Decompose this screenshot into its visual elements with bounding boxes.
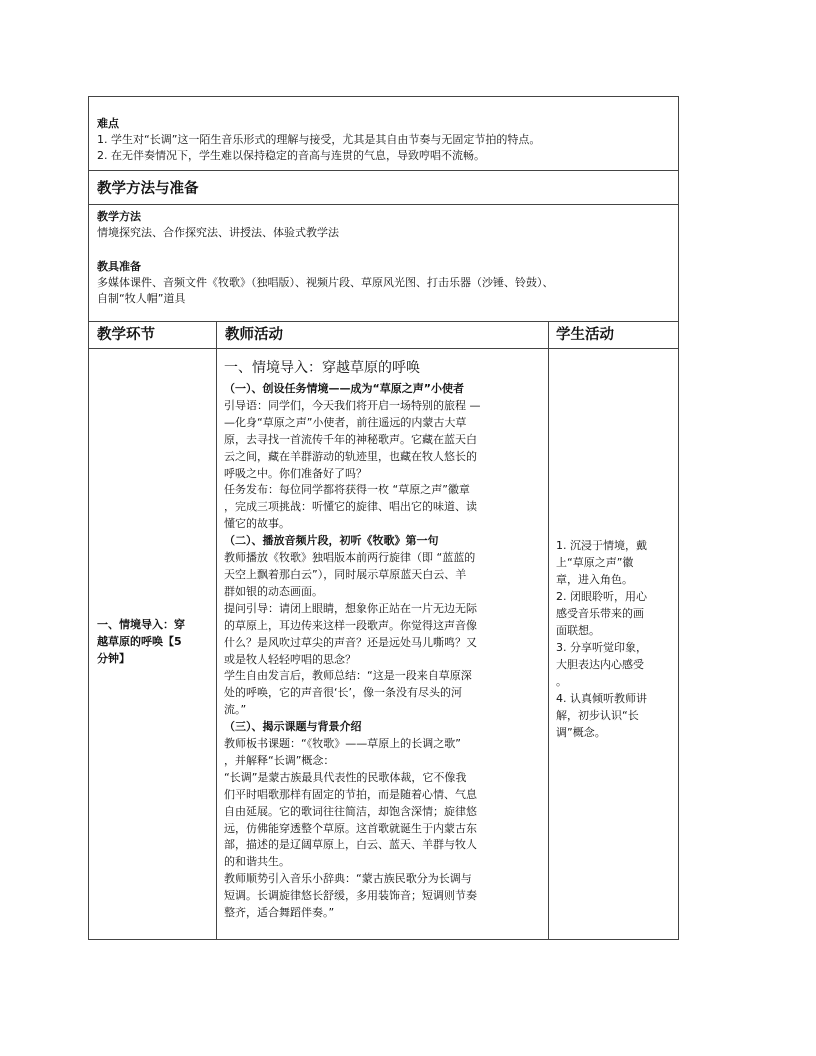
teacher-text-line: 教师顺势引入音乐小辞典：“蒙古族民歌分为长调与 — [224, 872, 472, 886]
student-text-line: 解，初步认识“长 — [556, 709, 639, 722]
difficulty-row — [89, 97, 678, 171]
teacher-text-line: 群如银的动态画面。 — [224, 584, 323, 598]
methods-label: 教学方法 — [97, 210, 141, 223]
student-cell — [548, 349, 680, 939]
teacher-subheading: （一）、创设任务情境——成为“草原之声”小使者 — [224, 382, 464, 395]
teacher-text-line: 天空上飘着那白云”），同时展示草原蓝天白云、羊 — [224, 567, 467, 581]
teacher-text-line: 的和谐共生。 — [224, 855, 290, 869]
table-body-row — [89, 349, 678, 939]
teacher-text-line: 们平时唱歌那样有固定的节拍，而是随着心情、气息 — [224, 787, 477, 801]
col-header-stage: 教学环节 — [97, 327, 155, 343]
teacher-text-line: 短调。长调旋律悠长舒缓，多用装饰音；短调则节奏 — [224, 889, 477, 903]
col-header-teacher: 教师活动 — [225, 327, 283, 343]
methods-section-header — [89, 171, 678, 205]
student-text-line: 上“草原之声”徽 — [556, 556, 634, 569]
teacher-text-line: 懂它的故事。 — [224, 517, 290, 531]
teacher-text-line: 学生自由发言后，教师总结：“这是一段来自草原深 — [224, 669, 472, 683]
student-activity-text — [556, 537, 647, 741]
teacher-subheading: （二）、播放音频片段，初听《牧歌》第一句 — [224, 534, 439, 548]
difficulty-item-2: 2. 在无伴奏情况下，学生难以保持稳定的音高与连贯的气息，导致哼唱不流畅。 — [97, 149, 485, 162]
student-text-line: 4. 认真倾听教师讲 — [556, 692, 647, 705]
teacher-text-line: 引导语：同学们，今天我们将开启一场特别的旅程 — — [224, 398, 481, 412]
teacher-text-line: 的草原上，耳边传来这样一段歌声。你觉得这声音像 — [224, 618, 477, 632]
student-text-line: 大胆表达内心感受 — [556, 658, 644, 671]
stage-line-2: 越草原的呼唤【5 — [97, 635, 182, 648]
student-text-line: 1. 沉浸于情境，戴 — [556, 539, 647, 552]
teacher-activity-text — [224, 381, 481, 922]
student-text-line: 3. 分享听觉印象， — [556, 641, 647, 654]
teacher-subheading: （三）、揭示课题与背景介绍 — [224, 720, 362, 734]
teacher-text-line: 呼吸之中。你们准备好了吗？ — [224, 466, 367, 480]
teacher-text-line: ，完成三项挑战：听懂它的旋律、唱出它的味道、读 — [224, 500, 477, 514]
teacher-text-line: 任务发布：每位同学都将获得一枚 “草原之声”徽章 — [224, 483, 470, 497]
methods-section-title: 教学方法与准备 — [97, 181, 199, 197]
teacher-text-line: 整齐，适合舞蹈伴奏。” — [224, 906, 335, 920]
methods-row — [89, 205, 678, 322]
teacher-heading: 一、情境导入：穿越草原的呼唤 — [224, 360, 420, 376]
teacher-text-line: 提问引导：请闭上眼睛，想象你正站在一片无边无际 — [224, 601, 477, 615]
stage-cell — [89, 349, 216, 939]
stage-line-1: 一、情境导入：穿 — [97, 618, 185, 631]
student-text-line: 。 — [556, 675, 567, 688]
teacher-text-line: 远，仿佛能穿透整个草原。这首歌就诞生于内蒙古东 — [224, 821, 477, 835]
teacher-text-line: 教师板书课题：“《牧歌》——草原上的长调之歌” — [224, 737, 461, 751]
student-text-line: 章，进入角色。 — [556, 573, 633, 586]
difficulty-item-1: 1. 学生对“长调”这一陌生音乐形式的理解与接受，尤其是其自由节奏与无固定节拍的特点。 — [97, 133, 541, 146]
prep-line-1: 多媒体课件、音频文件《牧歌》（独唱版）、视频片段、草原风光图、打击乐器（沙锤、铃鼓）、 — [97, 276, 554, 289]
student-text-line: 调”概念。 — [556, 726, 606, 739]
prep-label: 教具准备 — [97, 260, 141, 273]
teacher-text-line: 什么？是风吹过草尖的声音？还是远处马儿嘶鸣？又 — [224, 635, 477, 649]
prep-line-2: 自制“牧人帽”道具 — [97, 292, 186, 305]
teacher-text-line: 教师播放《牧歌》独唱版本前两行旋律（即 “蓝蓝的 — [224, 551, 476, 565]
stage-line-3: 分钟】 — [97, 652, 130, 665]
teacher-text-line: ，并解释“长调”概念： — [224, 753, 335, 767]
student-text-line: 面联想。 — [556, 624, 600, 637]
table-header-row — [89, 322, 678, 349]
col-header-student: 学生活动 — [556, 327, 614, 343]
teacher-text-line: “长调”是蒙古族最具代表性的民歌体裁，它不像我 — [224, 770, 467, 784]
teacher-text-line: 原，去寻找一首流传千年的神秘歌声。它藏在蓝天白 — [224, 432, 477, 446]
teacher-text-line: 部，描述的是辽阔草原上，白云、蓝天、羊群与牧人 — [224, 838, 477, 852]
teacher-text-line: 云之间，藏在羊群游动的轨迹里，也藏在牧人悠长的 — [224, 449, 477, 463]
student-text-line: 2. 闭眼聆听，用心 — [556, 590, 647, 603]
teacher-cell — [216, 349, 548, 939]
lesson-plan-table — [88, 96, 679, 940]
difficulty-title: 难点 — [97, 117, 119, 130]
teacher-text-line: 流。” — [224, 703, 247, 717]
teacher-text-line: 处的呼唤，它的声音很‘长’，像一条没有尽头的河 — [224, 686, 462, 700]
teacher-text-line: 自由延展。它的歌词往往简洁，却饱含深情；旋律悠 — [224, 804, 477, 818]
teacher-text-line: 或是牧人轻轻哼唱的思念？ — [224, 652, 356, 666]
student-text-line: 感受音乐带来的画 — [556, 607, 644, 620]
teacher-text-line: —化身“草原之声”小使者，前往遥远的内蒙古大草 — [224, 415, 467, 429]
methods-text: 情境探究法、合作探究法、讲授法、体验式教学法 — [97, 226, 339, 239]
